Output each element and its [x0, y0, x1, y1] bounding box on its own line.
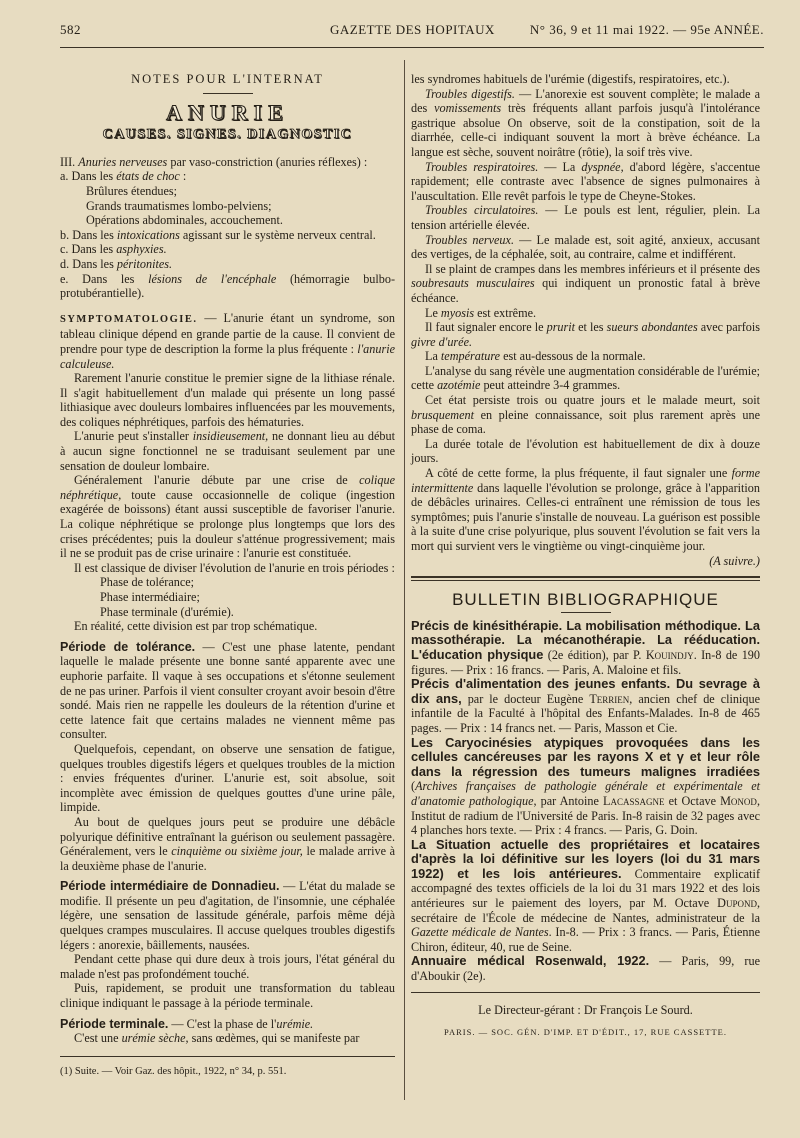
author-name: Monod [720, 793, 757, 808]
paragraph: Opérations abdominales, accouchement. [86, 213, 283, 228]
bibliography-entry: Précis d'alimentation des jeunes enfants. Du sevrage à dix ans, par le docteur Eugène Terrien, ancien chef de clinique infantile de la Faculté à l'hôpital des Enfants-Malades. In-8 de 465 pages. — Prix : 14 francs net. — Paris, Masson et Cie. [411, 676, 761, 735]
paragraph: Troubles respiratoires. — La dyspnée, d'abord légère, s'accentue rapidement; elle contraste avec l'absence de signes pulmonaires à l'auscultation. Elle revêt parfois le type de Cheyne-Stokes. [411, 159, 760, 203]
bulletin-title: BULLETIN BIBLIOGRAPHIQUE [452, 590, 719, 610]
period-item: Phase intermédiaire; [100, 590, 200, 604]
paragraph: Il faut signaler encore le prurit et les sueurs abondantes avec parfois givre d'urée. [411, 320, 760, 349]
section-heading: Période intermédiaire de Donnadieu. [60, 879, 280, 894]
italic-term: Archives françaises de pathologie générale et expérimentale et d'anatomie pathologique [411, 779, 760, 808]
author-name: Terrien [589, 691, 630, 706]
italic-term: colique néphrétique, [60, 473, 395, 502]
paragraph: L'anurie peut s'installer insidieusement, ne donnant lieu au début à aucun signe fonctionnel ne se traduisant seulement par une sensation de douleur lombaire. [60, 429, 395, 473]
section-heading: Période de tolérance. [60, 639, 196, 654]
italic-term: température [440, 349, 501, 364]
entry-title: Annuaire médical Rosenwald, 1922. [411, 953, 650, 969]
title-rule [203, 93, 253, 94]
paragraph: les syndromes habituels de l'urémie (digestifs, respiratoires, etc.). [411, 72, 730, 86]
italic-term: soubresauts musculaires [411, 276, 535, 291]
paragraph: A côté de cette forme, la plus fréquente, il faut signaler une forme intermittente dans laquelle l'évolution se prolonge, grâce à l'apparition de débâcles urinaires. Celles-ci entraînent une rémission de tous les symptômes; puis l'anurie s'installe de nouveau. La guérison est possible à la suite d'une crise polyurique, plus souvent l'évolution se fait vers la mort qui survient vers le vingtième ou vingt-cinquième jour. [411, 466, 760, 553]
period-item: Phase de tolérance; [100, 575, 195, 590]
italic-term: prurit [546, 320, 576, 335]
paragraph: Généralement l'anurie débute par une crise de colique néphrétique, toute cause occasionnelle de colique (ingestion exagérée de boissons) étant aussi susceptible de favoriser l'anurie. La colique néphrétique se prolonge plus longtemps que lors des crises précédentes; puis la douleur s'atténue progressivement; mais il ne se produit pas de crise urinaire : l'anurie est constituée. [60, 473, 395, 561]
paragraph: L'analyse du sang révèle une augmentation considérable de l'urémie; cette azotémie peut atteindre 3-4 grammes. [411, 363, 760, 393]
italic-term: l'anurie calculeuse. [60, 341, 395, 371]
paragraph: Cet état persiste trois ou quatre jours et le malade meurt, soit brusquement en pleine connaissance, soit plus rarement après une phase de coma. [411, 393, 760, 437]
italic-term: brusquement [411, 407, 474, 422]
footnote-rule [60, 1056, 395, 1057]
paragraph: C'est une urémie sèche, sans œdèmes, qui se manifeste par [74, 1031, 360, 1046]
paragraph: La température est au-dessous de la normale. [425, 349, 646, 364]
paragraph: La durée totale de l'évolution est habituellement de dix à douze jours. [411, 436, 760, 466]
paragraph: b. Dans les intoxications agissant sur le système nerveux central. [60, 227, 376, 242]
bibliography-entry: Annuaire médical Rosenwald, 1922. — Paris, 99, rue d'Aboukir (2e). [411, 953, 760, 984]
periods-list [60, 575, 395, 619]
symptomatology-section [60, 311, 395, 576]
reality-note: En réalité, cette division est par trop schématique. [74, 619, 318, 634]
column-divider [404, 60, 405, 1100]
printer-line: PARIS. — SOC. GÉN. D'IMP. ET D'ÉDIT., 17, RUE CASSETTE. [444, 1027, 727, 1038]
paragraph: Troubles nerveux. — Le malade est, soit agité, anxieux, accusant des vertiges, de la céphalée, soit, au contraire, calme et indifférent. [411, 232, 760, 262]
paragraph: Période intermédiaire de Donnadieu. — L'état du malade se modifie. Il présente un peu d'agitation, de l'insomnie, une céphalée légère, une sensation de lassitude générale, parfois même déjà quelques crampes musculaires. Il accuse quelques troubles digestifs légers : anorexie, bâillements, nausées. [60, 879, 395, 952]
to-follow: (A suivre.) [709, 553, 760, 568]
paragraph: Quelquefois, cependant, on observe une sensation de fatigue, quelques troubles digestifs légers et quelques troubles de la miction : envies fréquentes d'uriner. L'anurie est, soit absolue, soit incomplète avec émission de quelques gouttes d'une urine pâle, limpide. [60, 741, 395, 815]
italic-term: forme intermittente [411, 466, 760, 495]
right-column [411, 72, 760, 1040]
italic-term: myosis [440, 305, 475, 320]
paragraph: Le myosis est extrême. [425, 305, 537, 320]
italic-term: Troubles nerveux. [425, 232, 514, 247]
author-name: Lacassagne [603, 793, 665, 808]
director-rule [411, 992, 760, 993]
bulletin-rule-thin [411, 580, 760, 581]
italic-term: Anuries nerveuses [78, 154, 168, 169]
italic-term: cinquième ou sixième jour, [171, 844, 303, 859]
paragraph: Brûlures étendues; [86, 183, 178, 198]
causes-list [60, 155, 395, 301]
bulletin-title-rule [561, 612, 611, 613]
paragraph: SYMPTOMATOLOGIE. — L'anurie étant un syndrome, son tableau clinique dépend en grande partie de la cause. Il convient de prendre pour type de description la forme la plus fréquente : l'anurie calculeuse. [60, 310, 395, 371]
paragraph: a. Dans les états de choc : [60, 169, 187, 184]
author-name: Kouindjy [645, 647, 694, 662]
italic-term: états de choc [116, 169, 180, 184]
article-subtitle: CAUSES. SIGNES. DIAGNOSTIC [102, 127, 353, 143]
paragraph: Il se plaint de crampes dans les membres inférieurs et il présente des soubresauts musculaires qui indiquent un pronostic fatal à brève échéance. [411, 261, 760, 305]
section-kicker: NOTES POUR L'INTERNAT [131, 72, 324, 86]
paragraph: Grands traumatismes lombo-pelviens; [86, 198, 272, 213]
entry-title: Précis d'alimentation des jeunes enfants. Du sevrage à dix ans, [411, 676, 760, 706]
issue-info: N° 36, 9 et 11 mai 1922. — 95e ANNÉE. [529, 22, 764, 37]
bibliography-entry: Précis de kinésithérapie. La mobilisation méthodique. La massothérapie. La mécanothérapie. La rééducation. L'éducation physique (2e édition), par P. Kouindjy. In-8 de 190 figures. — Prix : 16 francs. — Paris, A. Maloine et fils. [411, 617, 760, 677]
italic-term: urémie. [276, 1016, 314, 1031]
italic-term: péritonites. [116, 256, 173, 271]
paragraph: Pendant cette phase qui dure deux à trois jours, l'état général du malade n'est pas profondément touché. [60, 952, 395, 981]
bibliography-entry: La Situation actuelle des propriétaires et locataires d'après la loi définitive sur les loyers (loi du 31 mars 1922) et les lois antérieures. Commentaire explicatif accompagné des textes officiels de la loi du 31 mars 1922 et des lois antérieures sur le paiement des loyers, par M. Octave Dupond, secrétaire de l'École de médecine de Nantes, administrateur de la Gazette médicale de Nantes. In-8. — Prix : 3 francs. — Paris, Étienne Chiron, éditeur, 40, rue de Seine. [411, 836, 760, 954]
italic-term: lésions de l'encéphale [148, 271, 277, 286]
bibliography-entry: Les Caryocinésies atypiques provoquées dans les cellules cancéreuses par les rayons X et γ et leur rôle dans la régression des tumeurs malignes irradiées (Archives françaises de pathologie générale et expérimentale et d'anatomie pathologique, par Antoine Lacassagne et Octave Monod, Institut de radium de l'Université de Paris. In-8 raisin de 32 pages avec 4 planches hors texte. — Prix : 4 francs. — Paris, G. Doin. [411, 734, 760, 838]
italic-term: intoxications [116, 227, 180, 242]
italic-term: azotémie [437, 378, 481, 393]
intermediate-section [60, 879, 395, 1010]
period-item: Phase terminale (d'urémie). [100, 604, 234, 619]
italic-term: Troubles circulatoires. [425, 203, 539, 218]
paragraph: Troubles circulatoires. — Le pouls est lent, régulier, plein. La tension artérielle élevée. [411, 203, 760, 232]
bibliography-list [411, 619, 760, 984]
header-rule [60, 47, 764, 48]
italic-term: givre d'urée. [411, 334, 473, 349]
article-continuation [411, 72, 760, 554]
italic-term: sueurs abondantes [606, 320, 698, 335]
italic-term: asphyxies. [116, 242, 167, 257]
entry-title: Précis de kinésithérapie. La mobilisation méthodique. La massothérapie. La mécanothérapie. La rééducation. L'éducation physique [411, 617, 760, 662]
italic-term: vomissements [434, 101, 502, 116]
tolerance-section [60, 640, 395, 874]
italic-term: Gazette médicale de Nantes [411, 925, 549, 940]
article-title: ANURIE [166, 99, 289, 125]
paragraph: c. Dans les asphyxies. [60, 242, 167, 257]
entry-title: Les Caryocinésies atypiques provoquées dans les cellules cancéreuses par les rayons X et γ et leur rôle dans la régression des tumeurs malignes irradiées [411, 734, 760, 779]
paragraph: III. Anuries nerveuses par vaso-constriction (anuries réflexes) : [60, 154, 368, 169]
paragraph: Il est classique de diviser l'évolution de l'anurie en trois périodes : [74, 560, 395, 575]
page-number: 582 [60, 22, 81, 37]
paragraph: e. Dans les lésions de l'encéphale (hémorragie bulbo-protubérantielle). [60, 271, 396, 301]
italic-term: dyspnée, [581, 159, 624, 174]
author-name: Dupond [717, 896, 757, 911]
journal-title: GAZETTE DES HOPITAUX [330, 22, 495, 37]
italic-term: Troubles respiratoires. [425, 159, 539, 174]
director-line: Le Directeur-gérant : Dr François Le Sourd. [478, 1002, 693, 1017]
bulletin-rule [411, 576, 760, 578]
section-heading: Période terminale. [60, 1016, 169, 1031]
section-heading: SYMPTOMATOLOGIE. [60, 313, 198, 325]
italic-term: insidieusement, [192, 429, 269, 444]
entry-title: La Situation actuelle des propriétaires et locataires d'après la loi définitive sur les loyers (loi du 31 mars 1922) et les lois antérieures. [411, 836, 760, 881]
paragraph: Au bout de quelques jours peut se produire une débâcle polyurique définitive entraînant la guérison ou seulement passagère. Généralement, vers le cinquième ou sixième jour, le malade arrive à la deuxième phase de l'anurie. [60, 814, 396, 873]
paragraph: Période de tolérance. — C'est une phase latente, pendant laquelle le malade présente une bonne santé apparente avec une euphorie parfaite. Il vaque à ses occupations et s'étonne seulement de ne pas uriner. Parfois il vient consulter croyant avoir besoin d'être sondé. Mais rien ne rappelle les douleurs de la rétention d'urine et cette latence fait que certains malades ne viennent même pas consulter. [60, 639, 395, 742]
footnote: (1) Suite. — Voir Gaz. des hôpit., 1922, n° 34, p. 551. [60, 1065, 287, 1077]
paragraph: Troubles digestifs. — L'anorexie est souvent complète; le malade a des vomissements très fréquents allant parfois jusqu'à l'intolérance gastrique absolue On observe, soit de la constipation, soit de la diarrhée, celle-ci indiquant souvent la mort à brève échéance. La langue est sèche, souvent noirâtre (rôtie), la soif très vive. [411, 86, 760, 159]
left-column [60, 72, 395, 1079]
paragraph: Rarement l'anurie constitue le premier signe de la lithiase rénale. Il s'agit habituellement d'un malade qui présente un long passé lithiasique avec douleurs lombaires influencées par les mouvements, des coliques néphrétiques, parfois des hématuries. [60, 371, 395, 429]
paragraph: Période terminale. — C'est la phase de l'urémie. [60, 1016, 314, 1031]
page-header [60, 22, 764, 44]
italic-term: urémie sèche, [121, 1031, 189, 1046]
paragraph: Puis, rapidement, se produit une transformation du tableau clinique indiquant le passage à la période terminale. [60, 981, 395, 1011]
italic-term: Troubles digestifs. [425, 86, 515, 101]
terminal-section [60, 1017, 395, 1046]
paragraph: d. Dans les péritonites. [60, 256, 173, 271]
